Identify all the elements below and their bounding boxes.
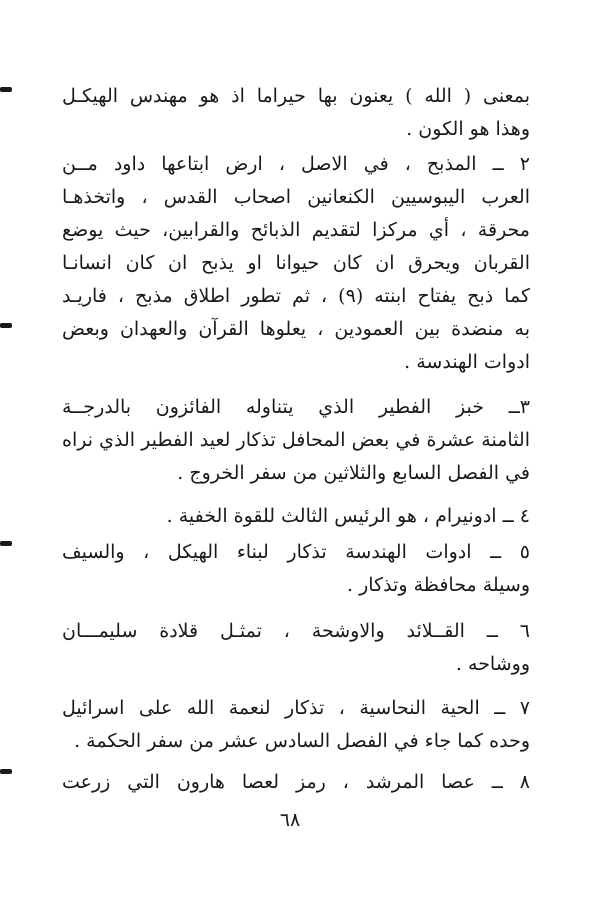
footnote-8-line: ٨ ــ عصا المرشد ، رمز لعصا هارون التي زرعت <box>62 771 530 793</box>
text-line: وهذا هو الكون . <box>406 118 530 140</box>
left-edge-mark <box>0 541 12 546</box>
footnote-2-line: ٢ ــ المذبح ، في الاصل ، ارض ابتاعها داود مــن <box>62 153 530 175</box>
footnote-7-line: وحده كما جاء في الفصل السادس عشر من سفر الحكمة . <box>74 730 530 752</box>
left-edge-mark <box>0 769 12 774</box>
footnote-3-line: ٣ــ خبز الفطير الذي يتناوله الفائزون بالدرجــة <box>62 396 530 418</box>
footnote-2-line: ادوات الهندسة . <box>404 351 530 373</box>
footnote-6-line: ووشاحه . <box>455 653 530 675</box>
footnote-2-line: القربان ويحرق ان كان حيوانا او يذبح ان كان انسانـا <box>62 252 530 274</box>
footnote-2-line: محرقة ، أي مركزا لتقديم الذبائح والقرابين، حيث يوضع <box>62 219 530 241</box>
text-line: بمعنى ( الله ) يعنون بها حيراما اذ هو مهندس الهيكـل <box>62 85 530 107</box>
footnote-2-line: كما ذبح يفتاح ابنته (٩) ، ثم تطور اطلاق مذبح ، فاريـد <box>62 285 530 307</box>
footnote-5-line: وسيلة محافظة وتذكار . <box>347 574 530 596</box>
footnote-5-line: ٥ ــ ادوات الهندسة تذكار لبناء الهيكل ، والسيف <box>62 541 530 563</box>
page-number: ٦٨ <box>279 809 301 831</box>
left-edge-mark <box>0 323 12 328</box>
footnote-3-line: في الفصل السابع والثلاثين من سفر الخروج . <box>177 462 530 484</box>
footnote-2-line: به منضدة بين العمودين ، يعلوها القرآن والعهدان وبعض <box>62 318 530 340</box>
footnote-7-line: ٧ ــ الحية النحاسية ، تذكار لنعمة الله على اسرائيل <box>62 697 530 719</box>
left-edge-mark <box>0 87 12 92</box>
footnote-2-line: العرب اليبوسيين الكنعانين اصحاب القدس ، واتخذهـا <box>62 186 530 208</box>
footnote-3-line: الثامنة عشرة في بعض المحافل تذكار لعيد الفطير الذي نراه <box>62 429 530 451</box>
footnote-4-line: ٤ ــ ادونيرام ، هو الرئيس الثالث للقوة الخفية . <box>166 505 530 527</box>
footnote-6-line: ٦ ــ القــلائد والاوشحة ، تمثـل قلادة سليمـــان <box>62 620 530 642</box>
